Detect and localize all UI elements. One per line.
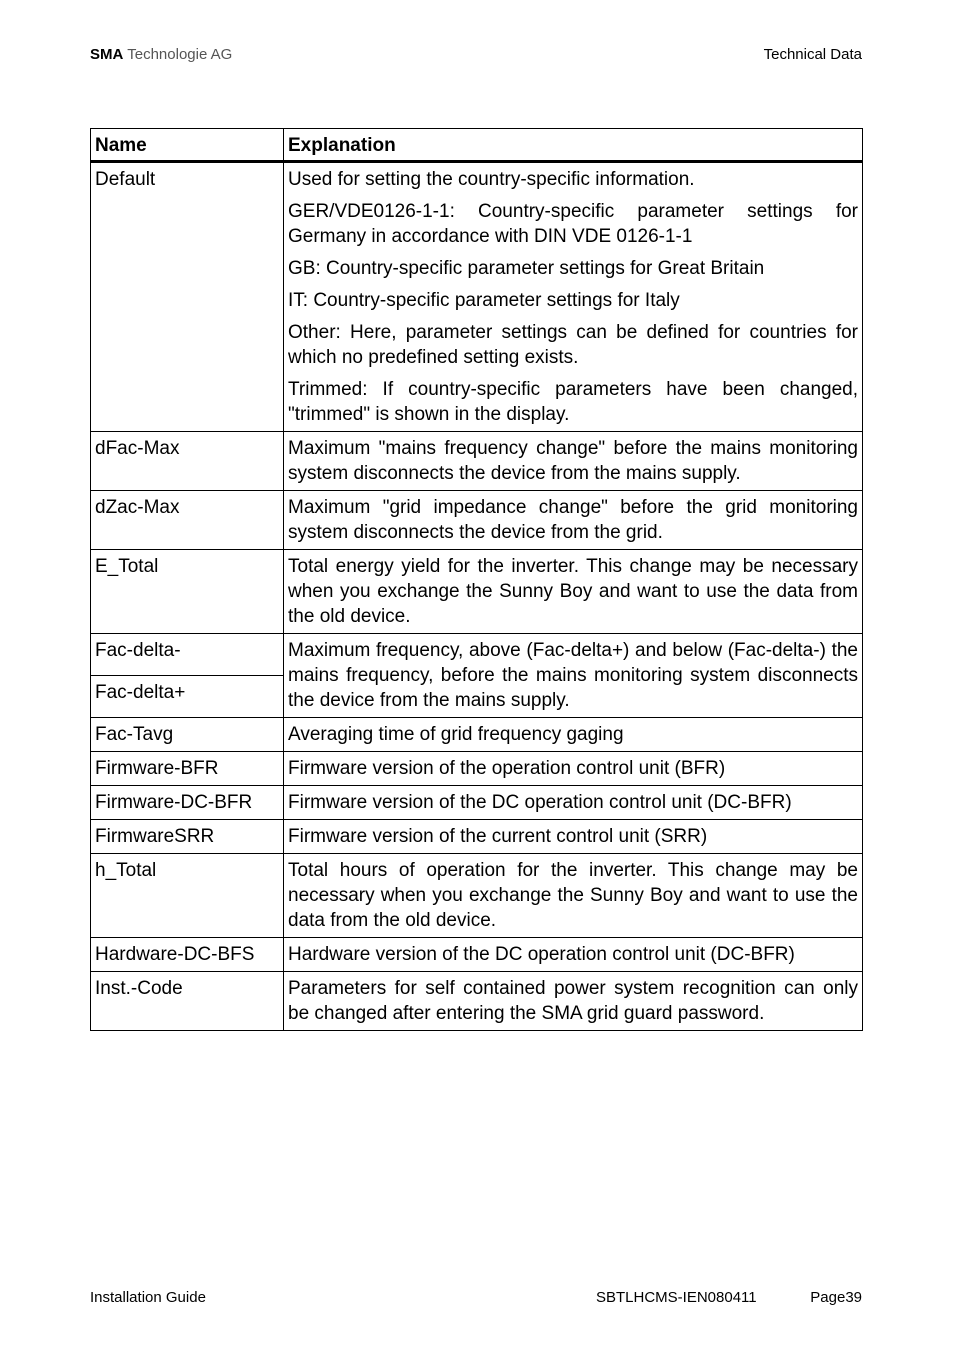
explanation-paragraph: Trimmed: If country-specific parameters have been changed, "trimmed" is shown in the display. — [288, 379, 858, 425]
explanation-paragraph: Total energy yield for the inverter. This change may be necessary when you exchange the Sunny Boy and want to use the data from the old device. — [288, 556, 858, 627]
table-row — [91, 634, 863, 676]
table-row — [91, 938, 863, 972]
parameter-name: Fac-Tavg — [91, 718, 284, 752]
table-body — [91, 162, 863, 1031]
parameter-name: Firmware-DC-BFR — [91, 786, 284, 820]
table-header-row — [91, 129, 863, 162]
brand-name: SMA — [90, 46, 124, 63]
explanation-paragraph: Used for setting the country-specific information. — [288, 169, 695, 190]
table-row — [91, 972, 863, 1031]
table-row — [91, 491, 863, 550]
explanation-paragraph: IT: Country-specific parameter settings for Italy — [288, 290, 680, 311]
table-row — [91, 550, 863, 634]
parameter-explanation — [284, 162, 863, 432]
company-name: Technologie AG — [127, 46, 233, 63]
parameter-name: Inst.-Code — [91, 972, 284, 1031]
column-header-explanation: Explanation — [284, 129, 863, 162]
parameter-name: dZac-Max — [91, 491, 284, 550]
table-row — [91, 752, 863, 786]
explanation-paragraph: Maximum frequency, above (Fac-delta+) and below (Fac-delta-) the mains frequency, before the mains monitoring system disconnects the device from the mains supply. — [288, 640, 858, 711]
parameter-explanation — [284, 634, 863, 718]
table-row — [91, 820, 863, 854]
page-header-company — [90, 46, 232, 63]
table-row — [91, 432, 863, 491]
parameter-name: FirmwareSRR — [91, 820, 284, 854]
footer-guide-title: Installation Guide — [90, 1289, 206, 1306]
explanation-paragraph: GB: Country-specific parameter settings for Great Britain — [288, 258, 765, 279]
parameter-explanation — [284, 550, 863, 634]
table-row — [91, 786, 863, 820]
explanation-paragraph: Parameters for self contained power system recognition can only be changed after entering the SMA grid guard password. — [288, 978, 858, 1024]
parameter-explanation — [284, 432, 863, 491]
explanation-paragraph: Firmware version of the current control unit (SRR) — [288, 826, 708, 847]
parameter-explanation — [284, 972, 863, 1031]
parameter-explanation — [284, 718, 863, 752]
explanation-paragraph: Firmware version of the DC operation control unit (DC-BFR) — [288, 792, 792, 813]
parameter-explanation — [284, 854, 863, 938]
explanation-paragraph: GER/VDE0126-1-1: Country-specific parameter settings for Germany in accordance with DIN VDE 0126-1-1 — [288, 201, 858, 247]
page-header-section: Technical Data — [763, 46, 862, 63]
parameter-name: E_Total — [91, 550, 284, 634]
parameter-explanation — [284, 752, 863, 786]
table-row — [91, 162, 863, 432]
column-header-name: Name — [91, 129, 284, 162]
table-row — [91, 854, 863, 938]
parameter-name: Hardware-DC-BFS — [91, 938, 284, 972]
explanation-paragraph: Averaging time of grid frequency gaging — [288, 724, 624, 745]
explanation-paragraph: Maximum "grid impedance change" before the grid monitoring system disconnects the device from the grid. — [288, 497, 858, 543]
parameter-name: Firmware-BFR — [91, 752, 284, 786]
parameter-table — [90, 128, 863, 1031]
parameter-name: h_Total — [91, 854, 284, 938]
footer-page-number: Page39 — [810, 1289, 862, 1306]
explanation-paragraph: Firmware version of the operation control unit (BFR) — [288, 758, 726, 779]
footer-doc-id: SBTLHCMS-IEN080411 — [596, 1289, 757, 1306]
explanation-paragraph: Maximum "mains frequency change" before the mains monitoring system disconnects the device from the mains supply. — [288, 438, 858, 484]
parameter-name: Fac-delta+ — [91, 676, 284, 718]
parameter-explanation — [284, 820, 863, 854]
parameter-name: Default — [91, 162, 284, 432]
parameter-name: dFac-Max — [91, 432, 284, 491]
parameter-explanation — [284, 938, 863, 972]
explanation-paragraph: Total hours of operation for the inverter. This change may be necessary when you exchange the Sunny Boy and want to use the data from the old device. — [288, 860, 858, 931]
parameter-name: Fac-delta- — [91, 634, 284, 676]
table-row — [91, 718, 863, 752]
parameter-explanation — [284, 786, 863, 820]
parameter-explanation — [284, 491, 863, 550]
explanation-paragraph: Hardware version of the DC operation control unit (DC-BFR) — [288, 944, 795, 965]
explanation-paragraph: Other: Here, parameter settings can be defined for countries for which no predefined setting exists. — [288, 322, 858, 368]
